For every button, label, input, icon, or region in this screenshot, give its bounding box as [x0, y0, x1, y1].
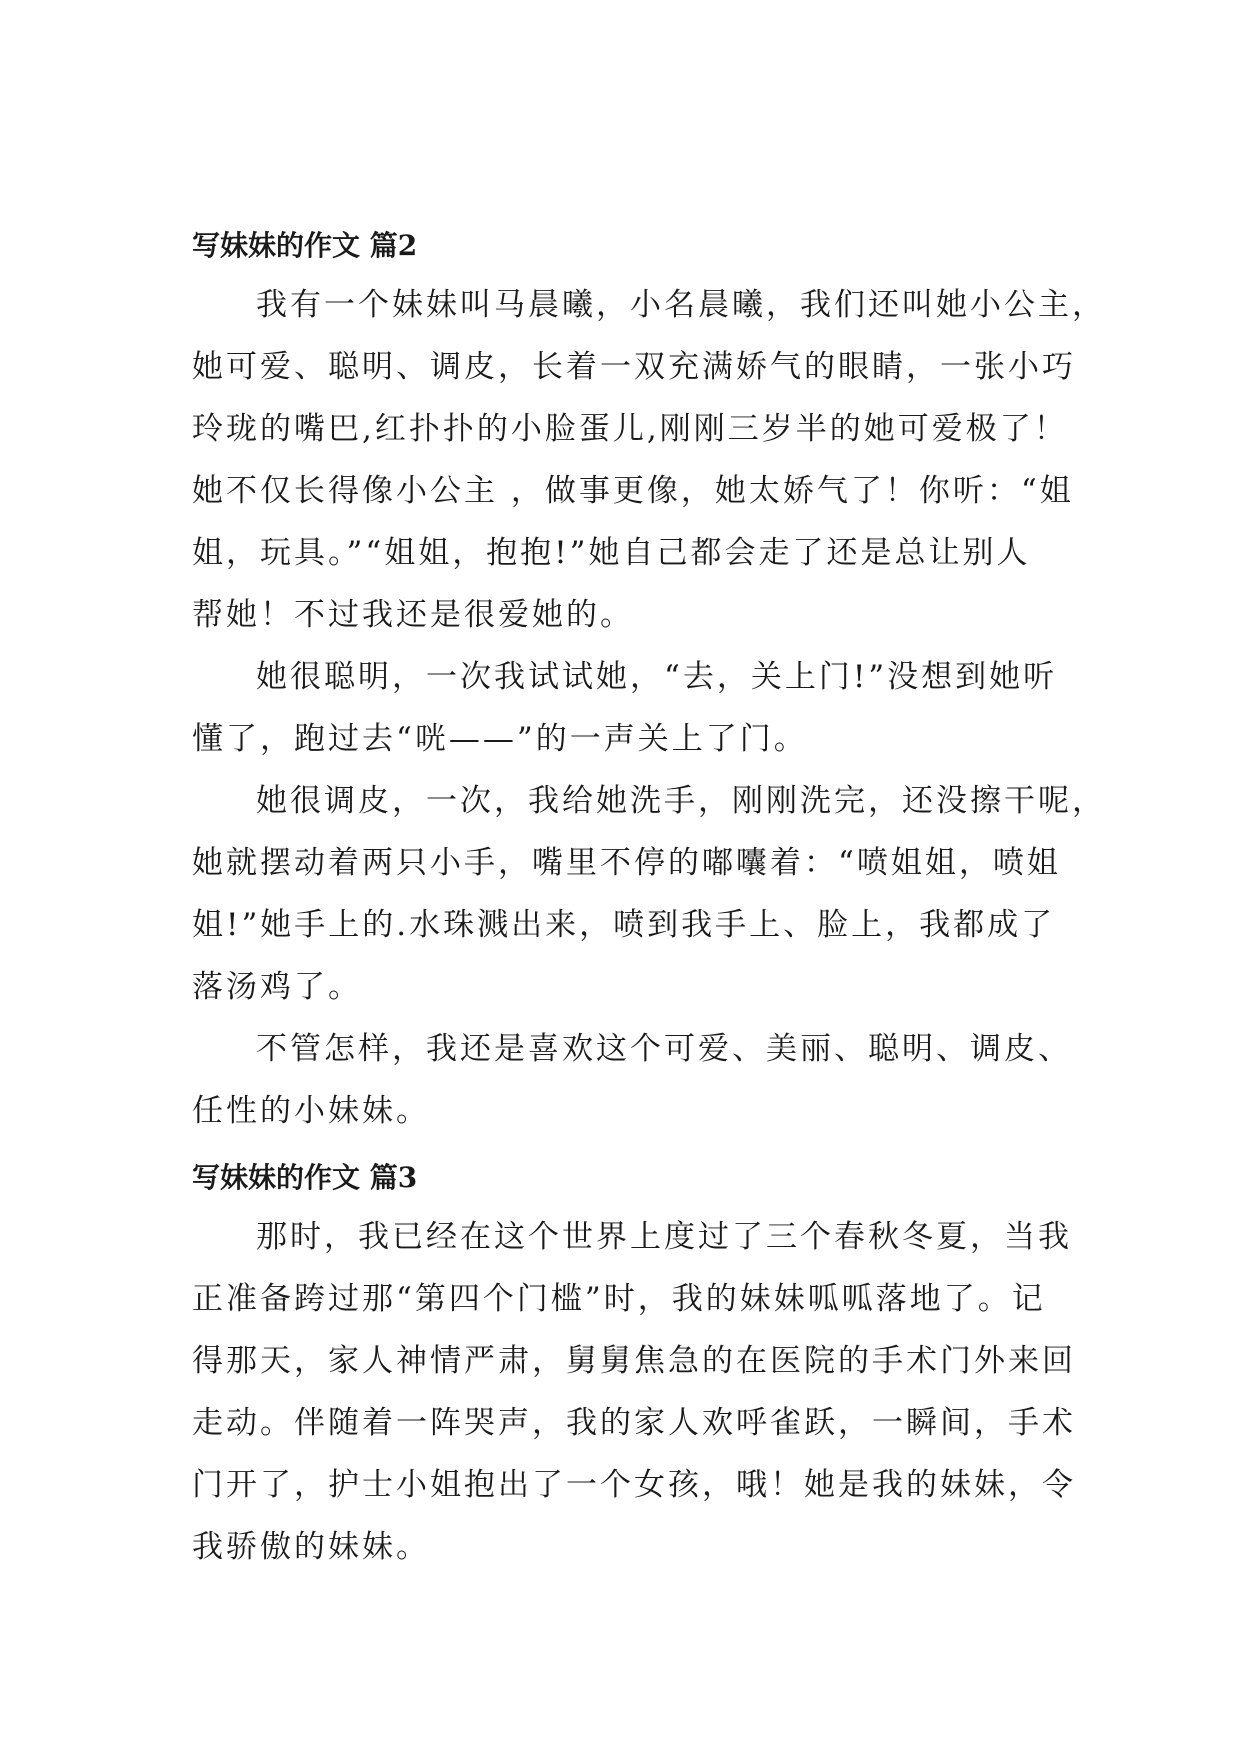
text-line: 不管怎样，我还是喜欢这个可爱、美丽、聪明、调皮、 — [256, 1031, 1072, 1067]
text-line: 我有一个妹妹叫马晨曦，小名晨曦，我们还叫她小公主， — [256, 287, 1106, 323]
text-line: 门开了，护士小姐抱出了一个女孩，哦！她是我的妹妹，令 — [192, 1467, 1076, 1503]
text-line: 姐，玩具。”“姐姐，抱抱!”她自己都会走了还是总让别人 — [192, 535, 1031, 571]
text-line: 落汤鸡了。 — [192, 969, 362, 1005]
essay-section-3 — [192, 1150, 1076, 1578]
section-heading: 写妹妹的作文 篇3 — [192, 1161, 418, 1194]
text-line: 我骄傲的妹妹。 — [192, 1529, 430, 1565]
text-line: 玲珑的嘴巴,红扑扑的小脸蛋儿,刚刚三岁半的她可爱极了！ — [192, 411, 1068, 447]
paragraph — [192, 274, 1106, 646]
text-line: 帮她！不过我还是很爱她的。 — [192, 597, 634, 633]
paragraph — [192, 1206, 1076, 1578]
text-line: 她很聪明，一次我试试她，“去，关上门!”没想到她听 — [256, 659, 1058, 695]
text-line: 她不仅长得像小公主 ，做事更像，她太娇气了！你听：“姐 — [192, 473, 1074, 509]
text-line: 任性的小妹妹。 — [192, 1093, 430, 1129]
text-line: 得那天，家人神情严肃，舅舅焦急的在医院的手术门外来回 — [192, 1343, 1076, 1379]
paragraph — [192, 770, 1106, 1018]
section-heading: 写妹妹的作文 篇2 — [192, 229, 418, 262]
paragraph — [192, 646, 1062, 770]
text-line: 那时，我已经在这个世界上度过了三个春秋冬夏，当我 — [256, 1219, 1072, 1255]
text-line: 姐!”她手上的.水珠溅出来，喷到我手上、脸上，我都成了 — [192, 907, 1056, 943]
text-line: 正准备跨过那“第四个门槛”时，我的妹妹呱呱落地了。记 — [192, 1281, 1046, 1317]
text-line: 走动。伴随着一阵哭声，我的家人欢呼雀跃，一瞬间，手术 — [192, 1405, 1076, 1441]
paragraph — [192, 1018, 1072, 1142]
text-line: 懂了，跑过去“咣——”的一声关上了门。 — [192, 721, 808, 757]
text-line: 她很调皮，一次，我给她洗手，刚刚洗完，还没擦干呢， — [256, 783, 1106, 819]
text-line: 她就摆动着两只小手，嘴里不停的嘟囔着：“喷姐姐，喷姐 — [192, 845, 1061, 881]
essay-section-2 — [192, 218, 1106, 1142]
text-line: 她可爱、聪明、调皮，长着一双充满娇气的眼睛，一张小巧 — [192, 349, 1076, 385]
